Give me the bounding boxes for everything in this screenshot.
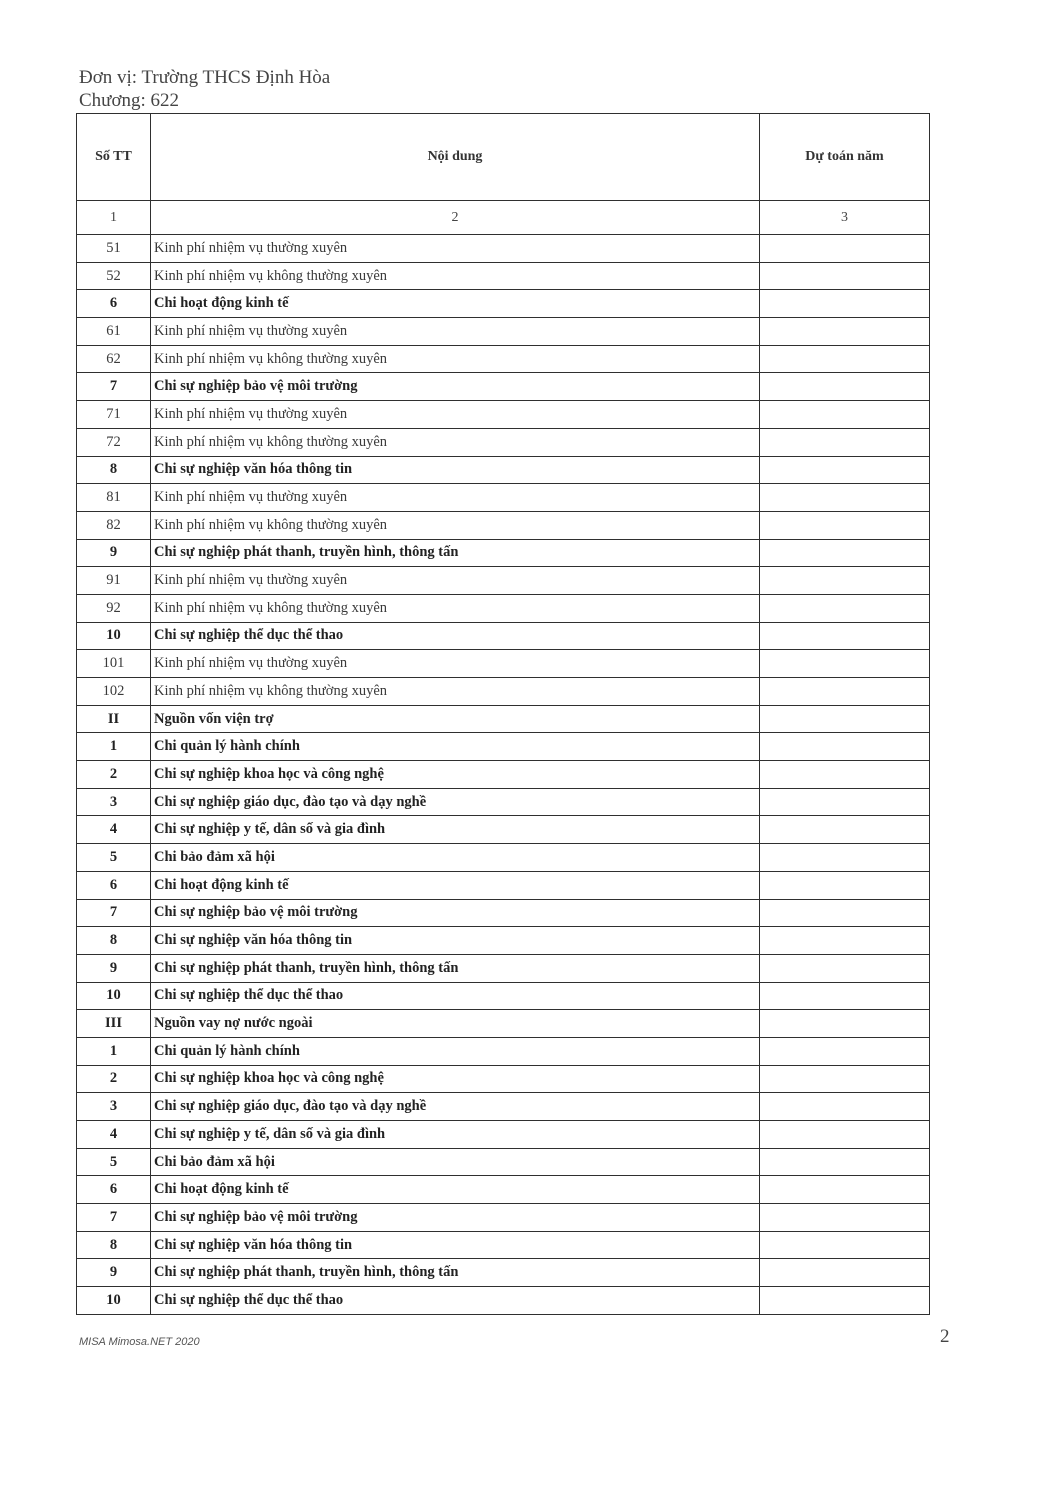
row-number: 92 xyxy=(77,594,151,622)
row-content: Kinh phí nhiệm vụ thường xuyên xyxy=(151,318,760,346)
row-number: III xyxy=(77,1010,151,1038)
table-row xyxy=(77,1231,930,1259)
table-row xyxy=(77,484,930,512)
row-content: Chi bảo đảm xã hội xyxy=(151,844,760,872)
row-content: Chi hoạt động kinh tế xyxy=(151,290,760,318)
table-row xyxy=(77,1093,930,1121)
row-estimate xyxy=(760,761,930,789)
row-content: Kinh phí nhiệm vụ không thường xuyên xyxy=(151,594,760,622)
row-number: 6 xyxy=(77,871,151,899)
row-content: Chi sự nghiệp y tế, dân số và gia đình xyxy=(151,1121,760,1149)
row-estimate xyxy=(760,539,930,567)
row-estimate xyxy=(760,982,930,1010)
row-number: 3 xyxy=(77,788,151,816)
row-estimate xyxy=(760,1037,930,1065)
unit-line: Đơn vị: Trường THCS Định Hòa xyxy=(79,67,331,88)
row-estimate xyxy=(760,567,930,595)
row-number: 61 xyxy=(77,318,151,346)
row-estimate xyxy=(760,622,930,650)
row-estimate xyxy=(760,1093,930,1121)
row-content: Chi sự nghiệp y tế, dân số và gia đình xyxy=(151,816,760,844)
row-number: 51 xyxy=(77,235,151,263)
row-content: Kinh phí nhiệm vụ thường xuyên xyxy=(151,567,760,595)
row-estimate xyxy=(760,511,930,539)
row-number: 4 xyxy=(77,816,151,844)
row-estimate xyxy=(760,373,930,401)
row-estimate xyxy=(760,594,930,622)
row-estimate xyxy=(760,954,930,982)
row-number: 71 xyxy=(77,401,151,429)
row-estimate xyxy=(760,1121,930,1149)
table-row xyxy=(77,401,930,429)
row-content: Chi sự nghiệp văn hóa thông tin xyxy=(151,456,760,484)
header-stt: Số TT xyxy=(77,114,151,201)
table-row xyxy=(77,650,930,678)
row-content: Chi sự nghiệp văn hóa thông tin xyxy=(151,927,760,955)
table-row xyxy=(77,594,930,622)
row-number: 10 xyxy=(77,622,151,650)
table-row xyxy=(77,262,930,290)
table-row xyxy=(77,761,930,789)
row-content: Kinh phí nhiệm vụ không thường xuyên xyxy=(151,678,760,706)
row-estimate xyxy=(760,1287,930,1315)
row-content: Kinh phí nhiệm vụ thường xuyên xyxy=(151,650,760,678)
row-estimate xyxy=(760,262,930,290)
table-row xyxy=(77,844,930,872)
row-number: 5 xyxy=(77,844,151,872)
table-row xyxy=(77,1176,930,1204)
table-row xyxy=(77,678,930,706)
row-content: Chi sự nghiệp phát thanh, truyền hình, thông tấn xyxy=(151,1259,760,1287)
table-row xyxy=(77,954,930,982)
table-row xyxy=(77,290,930,318)
column-index-cell: 3 xyxy=(760,201,930,235)
row-number: 1 xyxy=(77,1037,151,1065)
table-body xyxy=(77,235,930,1315)
header-annual-estimate: Dự toán năm xyxy=(760,114,930,201)
table-row xyxy=(77,1148,930,1176)
row-number: 2 xyxy=(77,1065,151,1093)
row-estimate xyxy=(760,678,930,706)
chapter-line: Chương: 622 xyxy=(79,90,180,111)
row-number: 10 xyxy=(77,982,151,1010)
row-content: Chi hoạt động kinh tế xyxy=(151,871,760,899)
table-row xyxy=(77,511,930,539)
row-number: 9 xyxy=(77,1259,151,1287)
row-estimate xyxy=(760,1010,930,1038)
row-estimate xyxy=(760,456,930,484)
row-number: 101 xyxy=(77,650,151,678)
row-estimate xyxy=(760,1065,930,1093)
column-index-cell: 1 xyxy=(77,201,151,235)
row-content: Chi sự nghiệp giáo dục, đào tạo và dạy nghề xyxy=(151,1093,760,1121)
row-content: Kinh phí nhiệm vụ không thường xuyên xyxy=(151,511,760,539)
table-row xyxy=(77,373,930,401)
table-row xyxy=(77,1121,930,1149)
table-row xyxy=(77,318,930,346)
table-row xyxy=(77,235,930,263)
row-estimate xyxy=(760,927,930,955)
row-number: 7 xyxy=(77,373,151,401)
row-estimate xyxy=(760,345,930,373)
row-number: 4 xyxy=(77,1121,151,1149)
row-number: 10 xyxy=(77,1287,151,1315)
row-number: 9 xyxy=(77,954,151,982)
row-content: Chi bảo đảm xã hội xyxy=(151,1148,760,1176)
document-header xyxy=(79,66,330,112)
row-content: Chi sự nghiệp giáo dục, đào tạo và dạy nghề xyxy=(151,788,760,816)
row-number: 3 xyxy=(77,1093,151,1121)
row-estimate xyxy=(760,816,930,844)
row-estimate xyxy=(760,1176,930,1204)
software-brand: MISA Mimosa.NET 2020 xyxy=(79,1336,200,1348)
table-row xyxy=(77,1065,930,1093)
row-content: Chi sự nghiệp bảo vệ môi trường xyxy=(151,1204,760,1232)
table-row xyxy=(77,622,930,650)
table-row xyxy=(77,1287,930,1315)
row-estimate xyxy=(760,871,930,899)
row-estimate xyxy=(760,650,930,678)
row-content: Chi hoạt động kinh tế xyxy=(151,1176,760,1204)
budget-table xyxy=(76,113,930,1315)
row-number: 91 xyxy=(77,567,151,595)
table-row xyxy=(77,1010,930,1038)
table-row xyxy=(77,788,930,816)
row-number: 1 xyxy=(77,733,151,761)
table-row xyxy=(77,1204,930,1232)
row-estimate xyxy=(760,705,930,733)
row-estimate xyxy=(760,1259,930,1287)
row-content: Chi sự nghiệp bảo vệ môi trường xyxy=(151,373,760,401)
table-row xyxy=(77,1037,930,1065)
row-content: Chi sự nghiệp văn hóa thông tin xyxy=(151,1231,760,1259)
row-content: Chi sự nghiệp thể dục thể thao xyxy=(151,982,760,1010)
row-estimate xyxy=(760,844,930,872)
row-estimate xyxy=(760,899,930,927)
row-number: 2 xyxy=(77,761,151,789)
row-number: 62 xyxy=(77,345,151,373)
table-row xyxy=(77,899,930,927)
table-row xyxy=(77,428,930,456)
row-content: Chi sự nghiệp khoa học và công nghệ xyxy=(151,1065,760,1093)
page-number: 2 xyxy=(940,1326,950,1347)
row-number: 72 xyxy=(77,428,151,456)
row-number: 7 xyxy=(77,1204,151,1232)
row-number: II xyxy=(77,705,151,733)
row-content: Chi sự nghiệp bảo vệ môi trường xyxy=(151,899,760,927)
row-content: Chi quản lý hành chính xyxy=(151,1037,760,1065)
column-index-cell: 2 xyxy=(151,201,760,235)
table-row xyxy=(77,539,930,567)
row-content: Chi sự nghiệp phát thanh, truyền hình, thông tấn xyxy=(151,954,760,982)
row-estimate xyxy=(760,484,930,512)
table-row xyxy=(77,456,930,484)
row-content: Chi sự nghiệp khoa học và công nghệ xyxy=(151,761,760,789)
row-number: 8 xyxy=(77,456,151,484)
row-number: 8 xyxy=(77,927,151,955)
row-content: Kinh phí nhiệm vụ thường xuyên xyxy=(151,235,760,263)
table-row xyxy=(77,816,930,844)
row-estimate xyxy=(760,1204,930,1232)
row-content: Chi sự nghiệp phát thanh, truyền hình, thông tấn xyxy=(151,539,760,567)
table-row xyxy=(77,733,930,761)
row-content: Kinh phí nhiệm vụ không thường xuyên xyxy=(151,345,760,373)
row-content: Chi sự nghiệp thể dục thể thao xyxy=(151,622,760,650)
row-number: 102 xyxy=(77,678,151,706)
row-estimate xyxy=(760,290,930,318)
table-row xyxy=(77,567,930,595)
row-content: Chi sự nghiệp thể dục thể thao xyxy=(151,1287,760,1315)
row-estimate xyxy=(760,788,930,816)
column-index-row xyxy=(77,201,930,235)
row-number: 8 xyxy=(77,1231,151,1259)
row-number: 82 xyxy=(77,511,151,539)
table-row xyxy=(77,927,930,955)
row-content: Kinh phí nhiệm vụ không thường xuyên xyxy=(151,262,760,290)
row-estimate xyxy=(760,318,930,346)
row-estimate xyxy=(760,733,930,761)
row-number: 9 xyxy=(77,539,151,567)
row-estimate xyxy=(760,428,930,456)
table-row xyxy=(77,982,930,1010)
row-estimate xyxy=(760,1231,930,1259)
table-row xyxy=(77,345,930,373)
row-estimate xyxy=(760,1148,930,1176)
row-content: Kinh phí nhiệm vụ không thường xuyên xyxy=(151,428,760,456)
table-row xyxy=(77,1259,930,1287)
row-number: 6 xyxy=(77,290,151,318)
header-content: Nội dung xyxy=(151,114,760,201)
row-content: Nguồn vốn viện trợ xyxy=(151,705,760,733)
row-content: Kinh phí nhiệm vụ thường xuyên xyxy=(151,401,760,429)
row-number: 7 xyxy=(77,899,151,927)
table-header-row xyxy=(77,114,930,201)
row-content: Chi quản lý hành chính xyxy=(151,733,760,761)
row-content: Nguồn vay nợ nước ngoài xyxy=(151,1010,760,1038)
row-number: 5 xyxy=(77,1148,151,1176)
row-number: 81 xyxy=(77,484,151,512)
row-estimate xyxy=(760,401,930,429)
row-number: 6 xyxy=(77,1176,151,1204)
table-row xyxy=(77,705,930,733)
row-number: 52 xyxy=(77,262,151,290)
row-estimate xyxy=(760,235,930,263)
table-row xyxy=(77,871,930,899)
row-content: Kinh phí nhiệm vụ thường xuyên xyxy=(151,484,760,512)
